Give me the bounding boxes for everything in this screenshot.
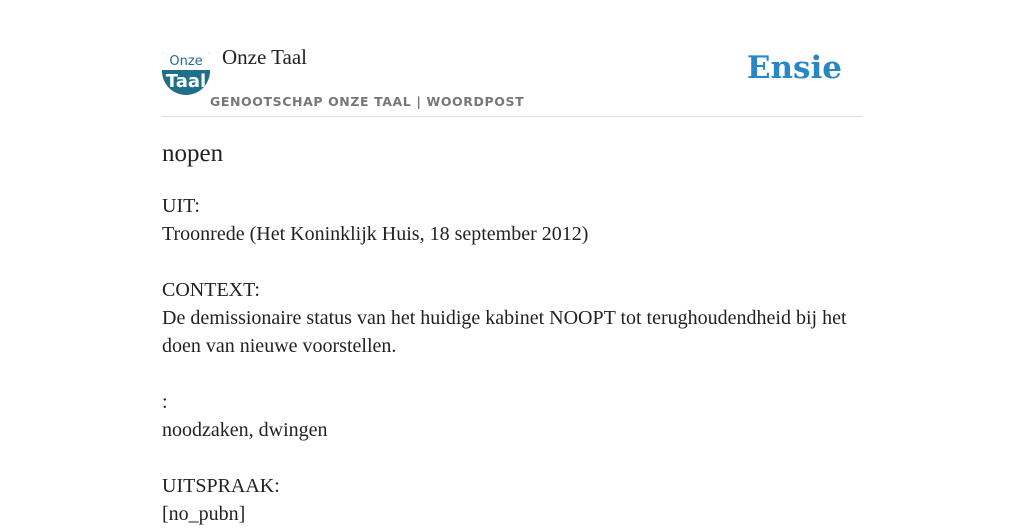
entry-title: nopen [162,140,224,167]
spacer [162,248,862,276]
source-text: Troonrede (Het Koninklijk Huis, 18 september 2012) [162,223,589,245]
logo-bottom-text: Taal [165,71,207,92]
site-name-link[interactable]: Onze Taal [222,45,308,69]
pronunciation-text: [no_pubn] [162,503,246,525]
spacer [162,360,862,388]
meaning-text: noodzaken, dwingen [162,419,328,441]
onze-taal-logo[interactable] [162,52,210,95]
pronunciation-label: UITSPRAAK: [162,475,280,497]
meaning-label: : [162,391,168,413]
site-header [162,0,862,117]
ensie-brand-link[interactable]: Ensie [746,50,842,86]
context-text: De demissionaire status van het huidige kabinet NOOPT tot terughoudendheid bij het doen van nieuwe voorstellen. [162,307,847,357]
spacer [162,444,862,472]
logo-top-text: Onze [162,52,210,70]
context-label: CONTEXT: [162,279,260,301]
source-label: UIT: [162,195,200,217]
entry-body [162,192,862,528]
site-subline: GENOOTSCHAP ONZE TAAL | WOORDPOST [210,94,525,109]
page [162,0,862,525]
